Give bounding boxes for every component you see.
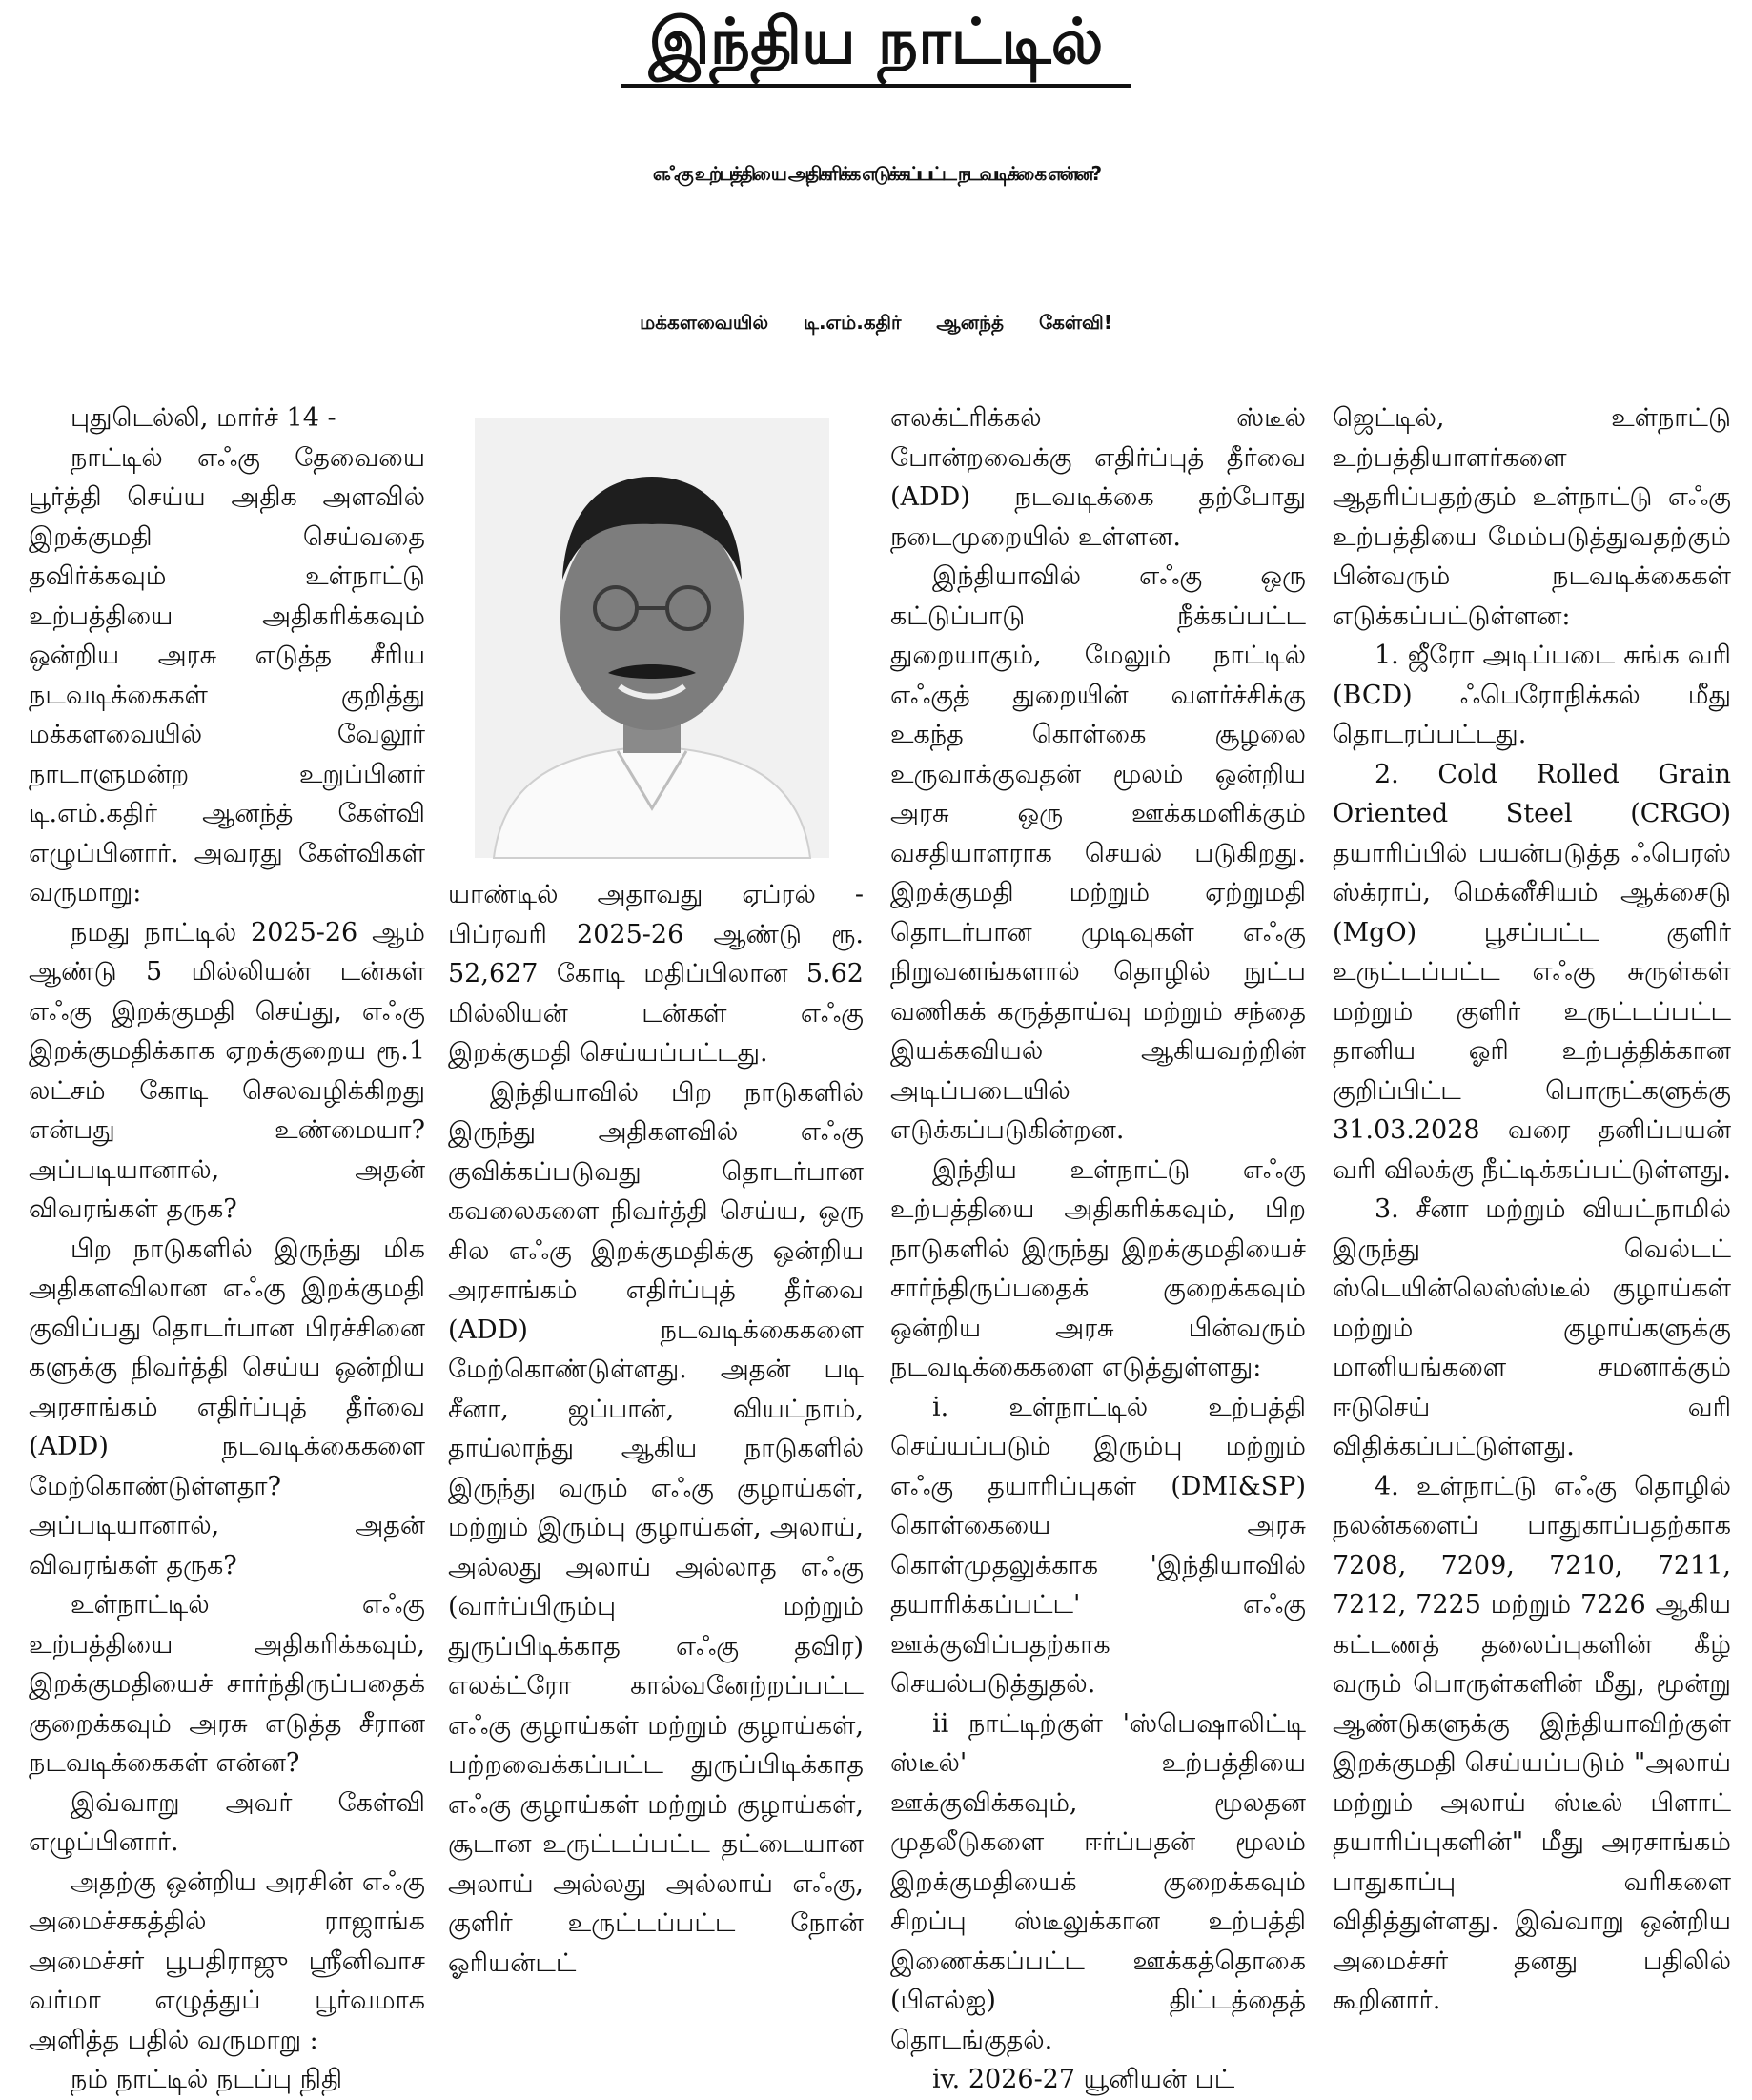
paragraph: i. உள்நாட்டில் உற்பத்தி செய்யப்படும் இரும்பு மற்றும் எஃகு தயாரிப்புகள் (DMI&SP) கொள்கையை அரசு கொள்முதலுக்காக 'இந்தியாவில் தயாரிக்கப்பட்ட' எஃகு ஊக்குவிப்பதற்காக செயல்படுத்துதல். [890, 1392, 1306, 1699]
paragraph: எலக்ட்ரிக்கல் ஸ்டீல் போன்றவைக்கு எதிர்ப்புத் தீர்வை (ADD) நடவடிக்கை தற்போது நடைமுறையில் உள்ளன. [890, 403, 1306, 552]
paragraph: இந்தியாவில் பிற நாடுகளில் இருந்து அதிகளவில் எஃகு குவிக்கப்படுவது தொடர்பான கவலைகளை நிவர்த்தி செய்ய, ஒரு சில எஃகு இறக்குமதிக்கு ஒன்றிய அரசாங்கம் எதிர்ப்புத் தீர்வை (ADD) நடவடிக்கைகளை மேற்கொண்டுள்ளது. அதன் படி சீனா, ஜப்பான், வியட்நாம், தாய்லாந்து ஆகிய நாடுகளில் இருந்து வரும் எஃகு குழாய்கள், மற்றும் இரும்பு குழாய்கள், அலாய், அல்லது அலாய் அல்லாத எஃகு (வார்ப்பிரும்பு மற்றும் துருப்பிடிக்காத எஃகு தவிர) எலக்ட்ரோ கால்வனேற்றப்பட்ட எஃகு குழாய்கள் மற்றும் குழாய்கள், பற்றவைக்கப்பட்ட துருப்பிடிக்காத எஃகு குழாய்கள் மற்றும் குழாய்கள், சூடான உருட்டப்பட்ட தட்டையான அலாய் அல்லது அல்லாய் எஃகு, குளிர் உருட்டப்பட்ட நோன் ஓரியன்டட் [448, 1077, 864, 1978]
article-column-3 [890, 398, 1306, 2094]
subheadline: மக்களவையில் டி.எம்.கதிர் ஆனந்த் கேள்வி! [640, 311, 1112, 334]
portrait-photo [475, 418, 829, 858]
dateline: புதுடெல்லி, மார்ச் 14 - [71, 403, 336, 433]
paragraph: இந்திய உள்நாட்டு எஃகு உற்பத்தியை அதிகரிக்கவும், பிற நாடுகளில் இருந்து இறக்குமதியைச் சார்ந்திருப்பதைக் குறைக்கவும் ஒன்றிய அரசு பின்வரும் நடவடிக்கைகளை எடுத்துள்ளது: [890, 1154, 1306, 1382]
paragraph: நமது நாட்டில் 2025-26 ஆம் ஆண்டு 5 மில்லியன் டன்கள் எஃகு இறக்குமதி செய்து, எஃகு இறக்குமதிக்காக ஏறக்குறைய ரூ.1 லட்சம் கோடி செலவழிக்கிறது என்பது உண்மையா? அப்படியானால், அதன் விவரங்கள் தருக? [29, 917, 425, 1224]
portrait-icon [475, 418, 829, 858]
paragraph: 4. உள்நாட்டு எஃகு தொழில் நலன்களைப் பாதுகாப்பதற்காக 7208, 7209, 7210, 7211, 7212, 7225 மற்றும் 7226 ஆகிய கட்டணத் தலைப்புகளின் கீழ் வரும் பொருள்களின் மீது, மூன்று ஆண்டுகளுக்கு இந்தியாவிற்குள் இறக்குமதி செய்யப்படும் "அலாய் மற்றும் அலாய் ஸ்டீல் பிளாட் தயாரிப்புகளின்" மீது அரசாங்கம் பாதுகாப்பு வரிகளை விதித்துள்ளது. இவ்வாறு ஒன்றிய அமைச்சர் தனது பதிலில் கூறினார். [1333, 1471, 1731, 2015]
paragraph: 2. Cold Rolled Grain Oriented Steel (CRGO) தயாரிப்பில் பயன்படுத்த ஃபெரஸ் ஸ்க்ராப், மெக்னீசியம் ஆக்சைடு (MgO) பூசப்பட்ட குளிர் உருட்டப்பட்ட எஃகு சுருள்கள் மற்றும் குளிர் உருட்டப்பட்ட தானிய ஓரி உற்பத்திக்கான குறிப்பிட்ட பொருட்களுக்கு 31.03.2028 வரை தனிப்பயன் வரி விலக்கு நீட்டிக்கப்பட்டுள்ளது. [1333, 759, 1731, 1185]
paragraph: யாண்டில் அதாவது ஏப்ரல் - பிப்ரவரி 2025-26 ஆண்டு ரூ. 52,627 கோடி மதிப்பிலான 5.62 மில்லியன் டன்கள் எஃகு இறக்குமதி செய்யப்பட்டது. [448, 880, 864, 1068]
article-column-4 [1333, 398, 1731, 2015]
paragraph: ஜெட்டில், உள்நாட்டு உற்பத்தியாளர்களை ஆதரிப்பதற்கும் உள்நாட்டு எஃகு உற்பத்தியை மேம்படுத்துவதற்கும் பின்வரும் நடவடிக்கைகள் எடுக்கப்பட்டுள்ளன: [1333, 403, 1731, 631]
paragraph: நாட்டில் எஃகு தேவையை பூர்த்தி செய்ய அதிக அளவில் இறக்குமதி செய்வதை தவிர்க்கவும் உள்நாட்டு உற்பத்தியை அதிகரிக்கவும் ஒன்றிய அரசு எடுத்த சீரிய நடவடிக்கைகள் குறித்து மக்களவையில் வேலூர் நாடாளுமன்ற உறுப்பினர் டி.எம்.கதிர் ஆனந்த் கேள்வி எழுப்பினார். அவரது கேள்விகள் வருமாறு: [29, 442, 425, 907]
kicker-label [0, 4, 1752, 88]
kicker-text: இந்திய நாட்டில் [621, 4, 1132, 88]
headline: எஃகு உற்பத்தியை அதிகரிக்க எடுக்கப்பட்ட நடவடிக்கை என்ன? [652, 162, 1100, 185]
paragraph: உள்நாட்டில் எஃகு உற்பத்தியை அதிகரிக்கவும், இறக்குமதியைச் சார்ந்திருப்பதைக் குறைக்கவும் அரசு எடுத்த சீரான நடவடிக்கைகள் என்ன? [29, 1590, 425, 1778]
article-column-2 [448, 875, 864, 1978]
paragraph: அதற்கு ஒன்றிய அரசின் எஃகு அமைச்சகத்தில் ராஜாங்க அமைச்சர் பூபதிராஜு ஸ்ரீனிவாச வர்மா எழுத்துப் பூர்வமாக அளித்த பதில் வருமாறு : [29, 1866, 425, 2055]
paragraph: ii நாட்டிற்குள் 'ஸ்பெஷாலிட்டி ஸ்டீல்' உற்பத்தியை ஊக்குவிக்கவும், மூலதன முதலீடுகளை ஈர்ப்பதன் மூலம் இறக்குமதியைக் குறைக்கவும் சிறப்பு ஸ்டீலுக்கான உற்பத்தி இணைக்கப்பட்ட ஊக்கத்தொகை (பிஎல்ஐ) திட்டத்தைத் தொடங்குதல். [890, 1708, 1306, 2055]
paragraph: நம் நாட்டில் நடப்பு நிதி [71, 2065, 343, 2094]
paragraph: 1. ஜீரோ அடிப்படை சுங்க வரி (BCD) ஃபெரோநிக்கல் மீது தொடரப்பட்டது. [1333, 641, 1731, 749]
paragraph: 3. சீனா மற்றும் வியட்நாமில் இருந்து வெல்டட் ஸ்டெயின்லெஸ்ஸ்டீல் குழாய்கள் மற்றும் குழாய்களுக்கு மானியங்களை சமனாக்கும் ஈடுசெய் வரி விதிக்கப்பட்டுள்ளது. [1333, 1194, 1731, 1461]
paragraph: iv. 2026-27 யூனியன் பட் [932, 2065, 1235, 2094]
paragraph: இவ்வாறு அவர் கேள்வி எழுப்பினார். [29, 1787, 425, 1857]
article-column-1 [29, 398, 425, 2094]
paragraph: பிற நாடுகளில் இருந்து மிக அதிகளவிலான எஃகு இறக்குமதி குவிப்பது தொடர்பான பிரச்சினை களுக்கு நிவர்த்தி செய்ய ஒன்றிய அரசாங்கம் எதிர்ப்புத் தீர்வை (ADD) நடவடிக்கைகளை மேற்கொண்டுள்ளதா? அப்படியானால், அதன் விவரங்கள் தருக? [29, 1233, 425, 1580]
paragraph: இந்தியாவில் எஃகு ஒரு கட்டுப்பாடு நீக்கப்பட்ட துறையாகும், மேலும் நாட்டில் எஃகுத் துறையின் வளர்ச்சிக்கு உகந்த கொள்கை சூழலை உருவாக்குவதன் மூலம் ஒன்றிய அரசு ஒரு ஊக்கமளிக்கும் வசதியாளராக செயல் படுகிறது. இறக்குமதி மற்றும் ஏற்றுமதி தொடர்பான முடிவுகள் எஃகு நிறுவனங்களால் தொழில் நுட்ப வணிகக் கருத்தாய்வு மற்றும் சந்தை இயக்கவியல் ஆகியவற்றின் அடிப்படையில் எடுக்கப்படுகின்றன. [890, 561, 1306, 1145]
